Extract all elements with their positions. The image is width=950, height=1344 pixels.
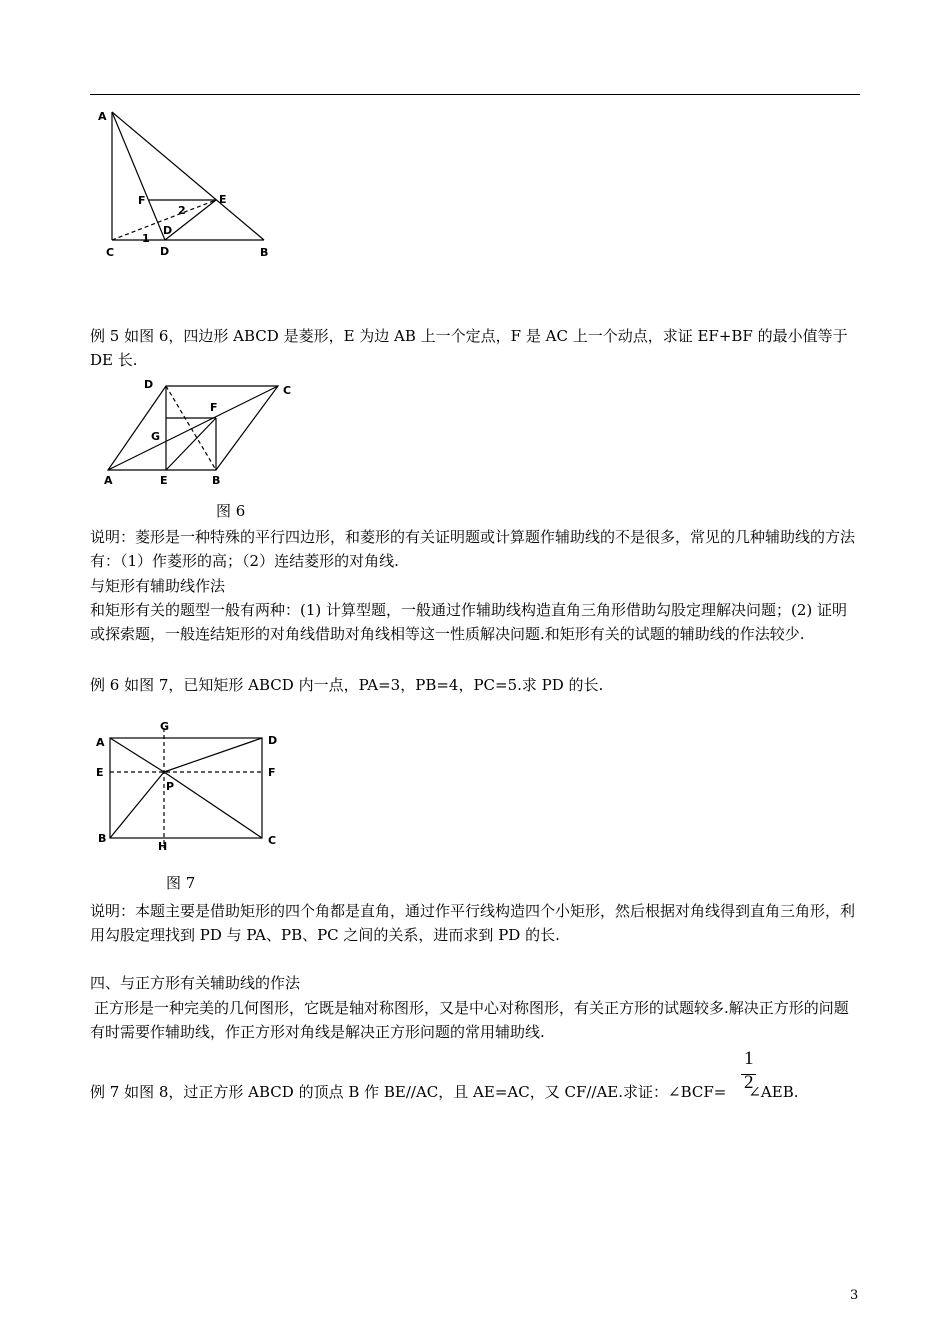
fig5-label-b: B <box>260 246 269 259</box>
fig7-label-h: H <box>158 840 168 853</box>
page-number: 3 <box>850 1288 859 1303</box>
figure-5-diagram <box>92 104 282 264</box>
fig7-label-e: E <box>96 766 104 779</box>
fig6-label-c: C <box>283 384 292 397</box>
fig7-label-b: B <box>98 832 107 845</box>
fig5-label-c: C <box>106 246 115 259</box>
figure-6-diagram <box>96 378 306 490</box>
fig6-label-f: F <box>210 401 218 414</box>
example-5: 例 5 如图 6，四边形 ABCD 是菱形，E 为边 AB 上一个定点，F 是 AC 上一个动点，求证 EF+BF 的最小值等于 DE 长. <box>90 327 848 369</box>
fig6-label-b: B <box>212 474 221 487</box>
fig7-label-a: A <box>96 736 105 749</box>
section-4-heading: 四、与正方形有关辅助线的作法 <box>90 974 301 992</box>
example-7-tail: ∠AEB. <box>748 1083 799 1101</box>
fig5-label-e: E <box>219 193 227 206</box>
fig6-label-g: G <box>151 430 161 443</box>
fig6-label-d: D <box>144 378 154 391</box>
example-7 <box>90 1080 799 1104</box>
fig6-label-e: E <box>160 474 168 487</box>
example-7-text: 例 7 如图 8，过正方形 ABCD 的顶点 B 作 BE//AC，且 AE=AC，又 CF//AE.求证：∠BCF= <box>90 1083 727 1101</box>
fig7-label-g: G <box>160 720 170 733</box>
figure-7-diagram <box>94 720 294 855</box>
rect-text: 和矩形有关的题型一般有两种：(1) 计算型题，一般通过作辅助线构造直角三角形借助勾股定理解决问题；(2) 证明或探索题，一般连结矩形的对角线借助对角线相等这一性质解决问题.和矩形有关的试题的辅助线的作法较少. <box>90 601 848 643</box>
note-6: 说明：菱形是一种特殊的平行四边形，和菱形的有关证明题或计算题作辅助线的不是很多，常见的几种辅助线的方法有：（1）作菱形的高；（2）连结菱形的对角线. <box>90 528 856 570</box>
figure-6-caption: 图 6 <box>216 502 246 520</box>
fraction-numerator: 1 <box>744 1048 754 1069</box>
fig7-label-f: F <box>268 766 276 779</box>
svg-text:D: D <box>160 245 170 258</box>
section-4-text: 正方形是一种完美的几何图形，它既是轴对称图形，又是中心对称图形，有关正方形的试题较多.解决正方形的问题有时需要作辅助线，作正方形对角线是解决正方形问题的常用辅助线. <box>90 999 849 1041</box>
fig6-label-a: A <box>104 474 113 487</box>
header-rule <box>90 94 860 95</box>
fig7-label-d: D <box>268 734 278 747</box>
rect-heading: 与矩形有辅助线作法 <box>90 577 226 595</box>
fig5-label-d-inner: D <box>163 224 173 237</box>
fig7-label-p: P <box>166 780 175 793</box>
fig5-label-1: 1 <box>142 232 150 245</box>
figure-7 <box>94 720 294 855</box>
fig5-label-2: 2 <box>178 204 186 217</box>
note-7: 说明：本题主要是借助矩形的四个角都是直角，通过作平行线构造四个小矩形，然后根据对角线得到直角三角形，利用勾股定理找到 PD 与 PA、PB、PC 之间的关系，进而求到 PD 的长. <box>90 902 856 944</box>
fig7-label-c: C <box>268 834 277 847</box>
fig5-label-f: F <box>138 194 146 207</box>
fraction-denominator: 2 <box>744 1072 754 1093</box>
fig5-label-a: A <box>98 110 107 123</box>
figure-5 <box>92 104 282 264</box>
figure-7-caption: 图 7 <box>166 874 196 892</box>
example-6: 例 6 如图 7，已知矩形 ABCD 内一点，PA=3，PB=4，PC=5.求 PD 的长. <box>90 676 604 694</box>
figure-6 <box>96 378 306 490</box>
